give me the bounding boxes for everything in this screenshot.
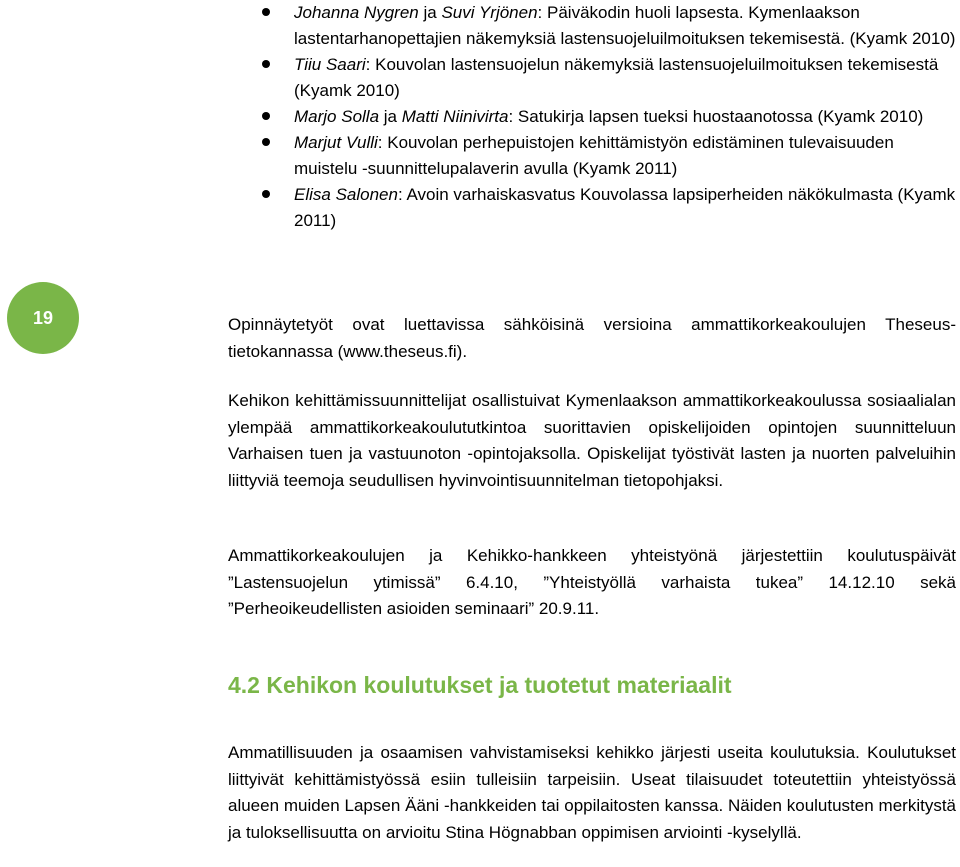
author-name: Tiiu Saari [294,55,366,74]
paragraph-trainings: Ammatillisuuden ja osaamisen vahvistamiseksi kehikko järjesti useita koulutuksia. Koulutukset liittyivät kehittämistyössä esiin tulleisiin tarpeisiin. Useat tilaisuudet toteutettiin yhteistyössä alueen muiden Lapsen Ääni -hankkeiden tai oppilaitosten kanssa. Näiden koulutusten merkitystä ja tuloksellisuutta on arvioitu Stina Högnabban oppimisen arviointi -kyselyllä. [228,743,956,842]
thesis-title: : Avoin varhaiskasvatus Kouvolassa lapsiperheiden näkökulmasta (Kyamk 2011) [294,185,956,230]
page-number-badge [7,282,79,354]
author-name: Suvi Yrjönen [441,3,538,22]
author-name: Johanna Nygren [294,3,419,22]
thesis-title: : Kouvolan perhepuistojen kehittämistyön edistäminen tulevaisuuden muistelu -suunnittelupalaverin avulla (Kyamk 2011) [294,133,894,178]
paragraph-theseus: Opinnäytetyöt ovat luettavissa sähköisinä versioina ammattikorkeakoulujen Theseus-tietokannassa (www.theseus.fi). [228,315,956,361]
list-item [228,130,956,182]
list-item [228,52,956,104]
list-item [228,0,956,52]
author-separator: ja [418,3,442,22]
list-item [228,182,956,234]
author-separator: ja [379,107,402,126]
thesis-title: : Kouvolan lastensuojelun näkemyksiä lastensuojeluilmoituksen tekemisestä (Kyamk 2010) [294,55,939,100]
author-name: Matti Niinivirta [401,107,509,126]
page-number: 19 [32,307,54,328]
author-name: Marjut Vulli [294,133,378,152]
author-name: Elisa Salonen [294,185,398,204]
paragraph-training-days: Ammattikorkeakoulujen ja Kehikko-hankkeen yhteistyönä järjestettiin koulutuspäivät ”Lastensuojelun ytimissä” 6.4.10, ”Yhteistyöllä varhaista tukea” 14.12.10 sekä ”Perheoikeudellisten asioiden seminaari” 20.9.11. [228,546,956,618]
list-item [228,104,956,130]
section-heading: 4.2 Kehikon koulutukset ja tuotetut materiaalit [228,672,732,698]
paragraph-planners: Kehikon kehittämissuunnittelijat osallistuivat Kymenlaakson ammattikorkeakoulussa sosiaalialan ylempää ammattikorkeakoulututkintoa suorittavien opiskelijoiden opintojen suunnitteluun Varhaisen tuen ja vastuunoton -opintojaksolla. Opiskelijat työstivät lasten ja nuorten palveluihin liittyviä teemoja seudullisen hyvinvointisuunnitelman tietopohjaksi. [228,391,956,490]
thesis-title: : Satukirja lapsen tueksi huostaanotossa (Kyamk 2010) [508,107,924,126]
thesis-title: : Päiväkodin huoli lapsesta. Kymenlaakson lastentarhanopettajien näkemyksiä lastensuojeluilmoituksen tekemisestä. (Kyamk 2010) [294,3,956,48]
thesis-list [228,0,956,234]
author-name: Marjo Solla [294,107,380,126]
